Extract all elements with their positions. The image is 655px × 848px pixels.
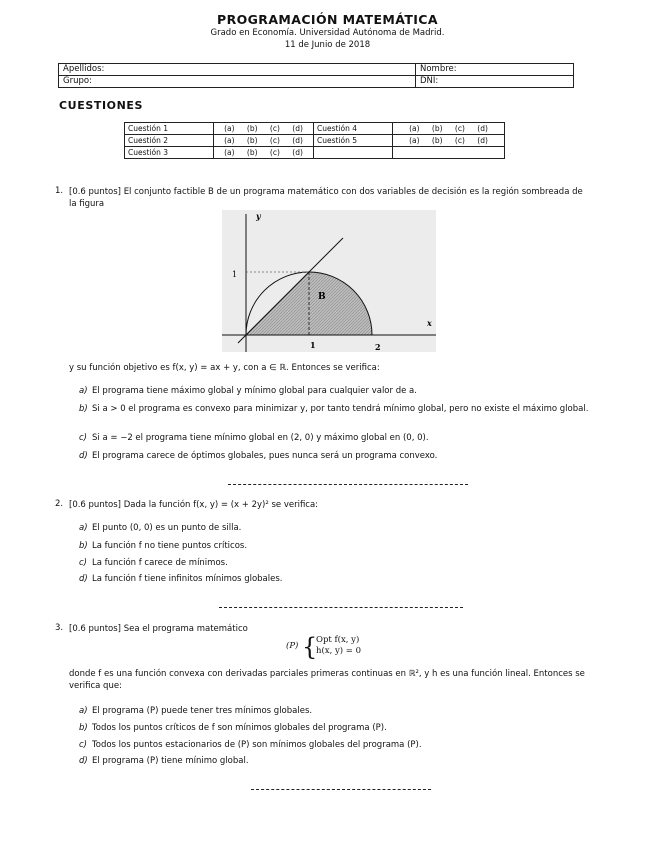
answer-options[interactable]: (a) (b) (c) (d)	[214, 147, 314, 159]
section-title: CUESTIONES	[59, 99, 144, 112]
dni-field[interactable]: DNI:	[416, 76, 574, 88]
question-1-points: [0.6 puntos]	[69, 187, 121, 197]
question-3-intro: Sea el programa matemático	[123, 624, 248, 634]
question-1-intro: El conjunto factible B de un programa matemático con dos variables de decisión es la región sombreada de la figura	[69, 187, 583, 209]
option-label: c)	[79, 558, 87, 568]
option-text: Si a = −2 el programa tiene mínimo global en (2, 0) y máximo global en (0, 0).	[92, 433, 429, 443]
question-3-number: 3.	[55, 623, 64, 633]
option-text: La función f no tiene puntos críticos.	[92, 541, 248, 551]
answer-grid	[124, 122, 505, 159]
program-objective: Opt f(x, y)	[316, 635, 360, 645]
option-text: Si a > 0 el programa es convexo para minimizar y, por tanto tendrá mínimo global, pero no existe el máximo global.	[92, 404, 589, 414]
question-1-statement	[69, 186, 591, 210]
question-cell: Cuestión 4	[314, 123, 393, 135]
question-3-statement	[69, 623, 591, 635]
y-axis-label: y	[256, 211, 261, 221]
x-tick-1: 1	[310, 340, 316, 350]
question-3-after: donde f es una función convexa con derivadas parciales primeras continuas en ℝ², y h es una función lineal. Entonces se verifica que:	[69, 669, 585, 691]
grupo-field[interactable]: Grupo:	[59, 76, 416, 88]
answer-options[interactable]: (a) (b) (c) (d)	[393, 123, 505, 135]
option-text: El programa carece de óptimos globales, pues nunca será un programa convexo.	[92, 451, 438, 461]
question-2-statement	[69, 499, 591, 511]
feasible-region-figure	[222, 210, 436, 352]
option-label: a)	[79, 706, 88, 716]
option-label: b)	[79, 404, 88, 414]
option-label: c)	[79, 740, 87, 750]
question-cell	[314, 147, 393, 159]
option-label: a)	[79, 523, 88, 533]
x-tick-2: 2	[375, 342, 381, 352]
page-subtitle: Grado en Economía. Universidad Autónoma de Madrid.	[210, 28, 445, 38]
question-2-number: 2.	[55, 499, 64, 509]
nombre-field[interactable]: Nombre:	[416, 64, 574, 76]
separator	[219, 607, 463, 609]
option-text: El programa tiene máximo global y mínimo global para cualquier valor de a.	[92, 386, 417, 396]
option-label: b)	[79, 541, 88, 551]
empty-cell	[393, 147, 505, 159]
separator	[228, 484, 468, 486]
question-3-points: [0.6 puntos]	[69, 624, 121, 634]
program-label: (P)	[286, 641, 299, 651]
student-info-table	[58, 63, 574, 88]
x-axis-label: x	[427, 318, 432, 328]
region-label: B	[318, 292, 326, 302]
question-2-intro: Dada la función f(x, y) = (x + 2y)² se verifica:	[123, 500, 319, 510]
answer-options[interactable]: (a) (b) (c) (d)	[214, 123, 314, 135]
question-cell: Cuestión 3	[125, 147, 214, 159]
question-1-number: 1.	[55, 186, 64, 196]
option-label: d)	[79, 451, 88, 461]
option-label: d)	[79, 574, 88, 584]
option-text: Todos los puntos críticos de f son mínimos globales del programa (P).	[92, 723, 387, 733]
question-cell: Cuestión 5	[314, 135, 393, 147]
page-title: PROGRAMACIÓN MATEMÁTICA	[217, 12, 438, 27]
option-label: d)	[79, 756, 88, 766]
question-2-points: [0.6 puntos]	[69, 500, 121, 510]
option-label: a)	[79, 386, 88, 396]
option-text: Todos los puntos estacionarios de (P) son mínimos globales del programa (P).	[92, 740, 422, 750]
answer-row	[125, 135, 505, 147]
brace-icon: {	[302, 633, 318, 661]
option-text: El punto (0, 0) es un punto de silla.	[92, 523, 242, 533]
option-text: El programa (P) tiene mínimo global.	[92, 756, 249, 766]
y-tick-1: 1	[232, 270, 238, 279]
question-1-after: y su función objetivo es f(x, y) = ax + y, con a ∈ ℝ. Entonces se verifica:	[69, 363, 380, 373]
exam-date: 11 de Junio de 2018	[284, 40, 371, 50]
answer-row	[125, 147, 505, 159]
answer-row	[125, 123, 505, 135]
option-text: El programa (P) puede tener tres mínimos globales.	[92, 706, 313, 716]
program-constraints	[316, 635, 361, 657]
question-cell: Cuestión 2	[125, 135, 214, 147]
option-text: La función f tiene infinitos mínimos globales.	[92, 574, 283, 584]
answer-options[interactable]: (a) (b) (c) (d)	[393, 135, 505, 147]
program-constraint: h(x, y) = 0	[316, 646, 362, 656]
question-cell: Cuestión 1	[125, 123, 214, 135]
apellidos-field[interactable]: Apellidos:	[59, 64, 416, 76]
answer-options[interactable]: (a) (b) (c) (d)	[214, 135, 314, 147]
option-text: La función f carece de mínimos.	[92, 558, 228, 568]
option-label: c)	[79, 433, 87, 443]
separator	[251, 789, 431, 791]
option-label: b)	[79, 723, 88, 733]
